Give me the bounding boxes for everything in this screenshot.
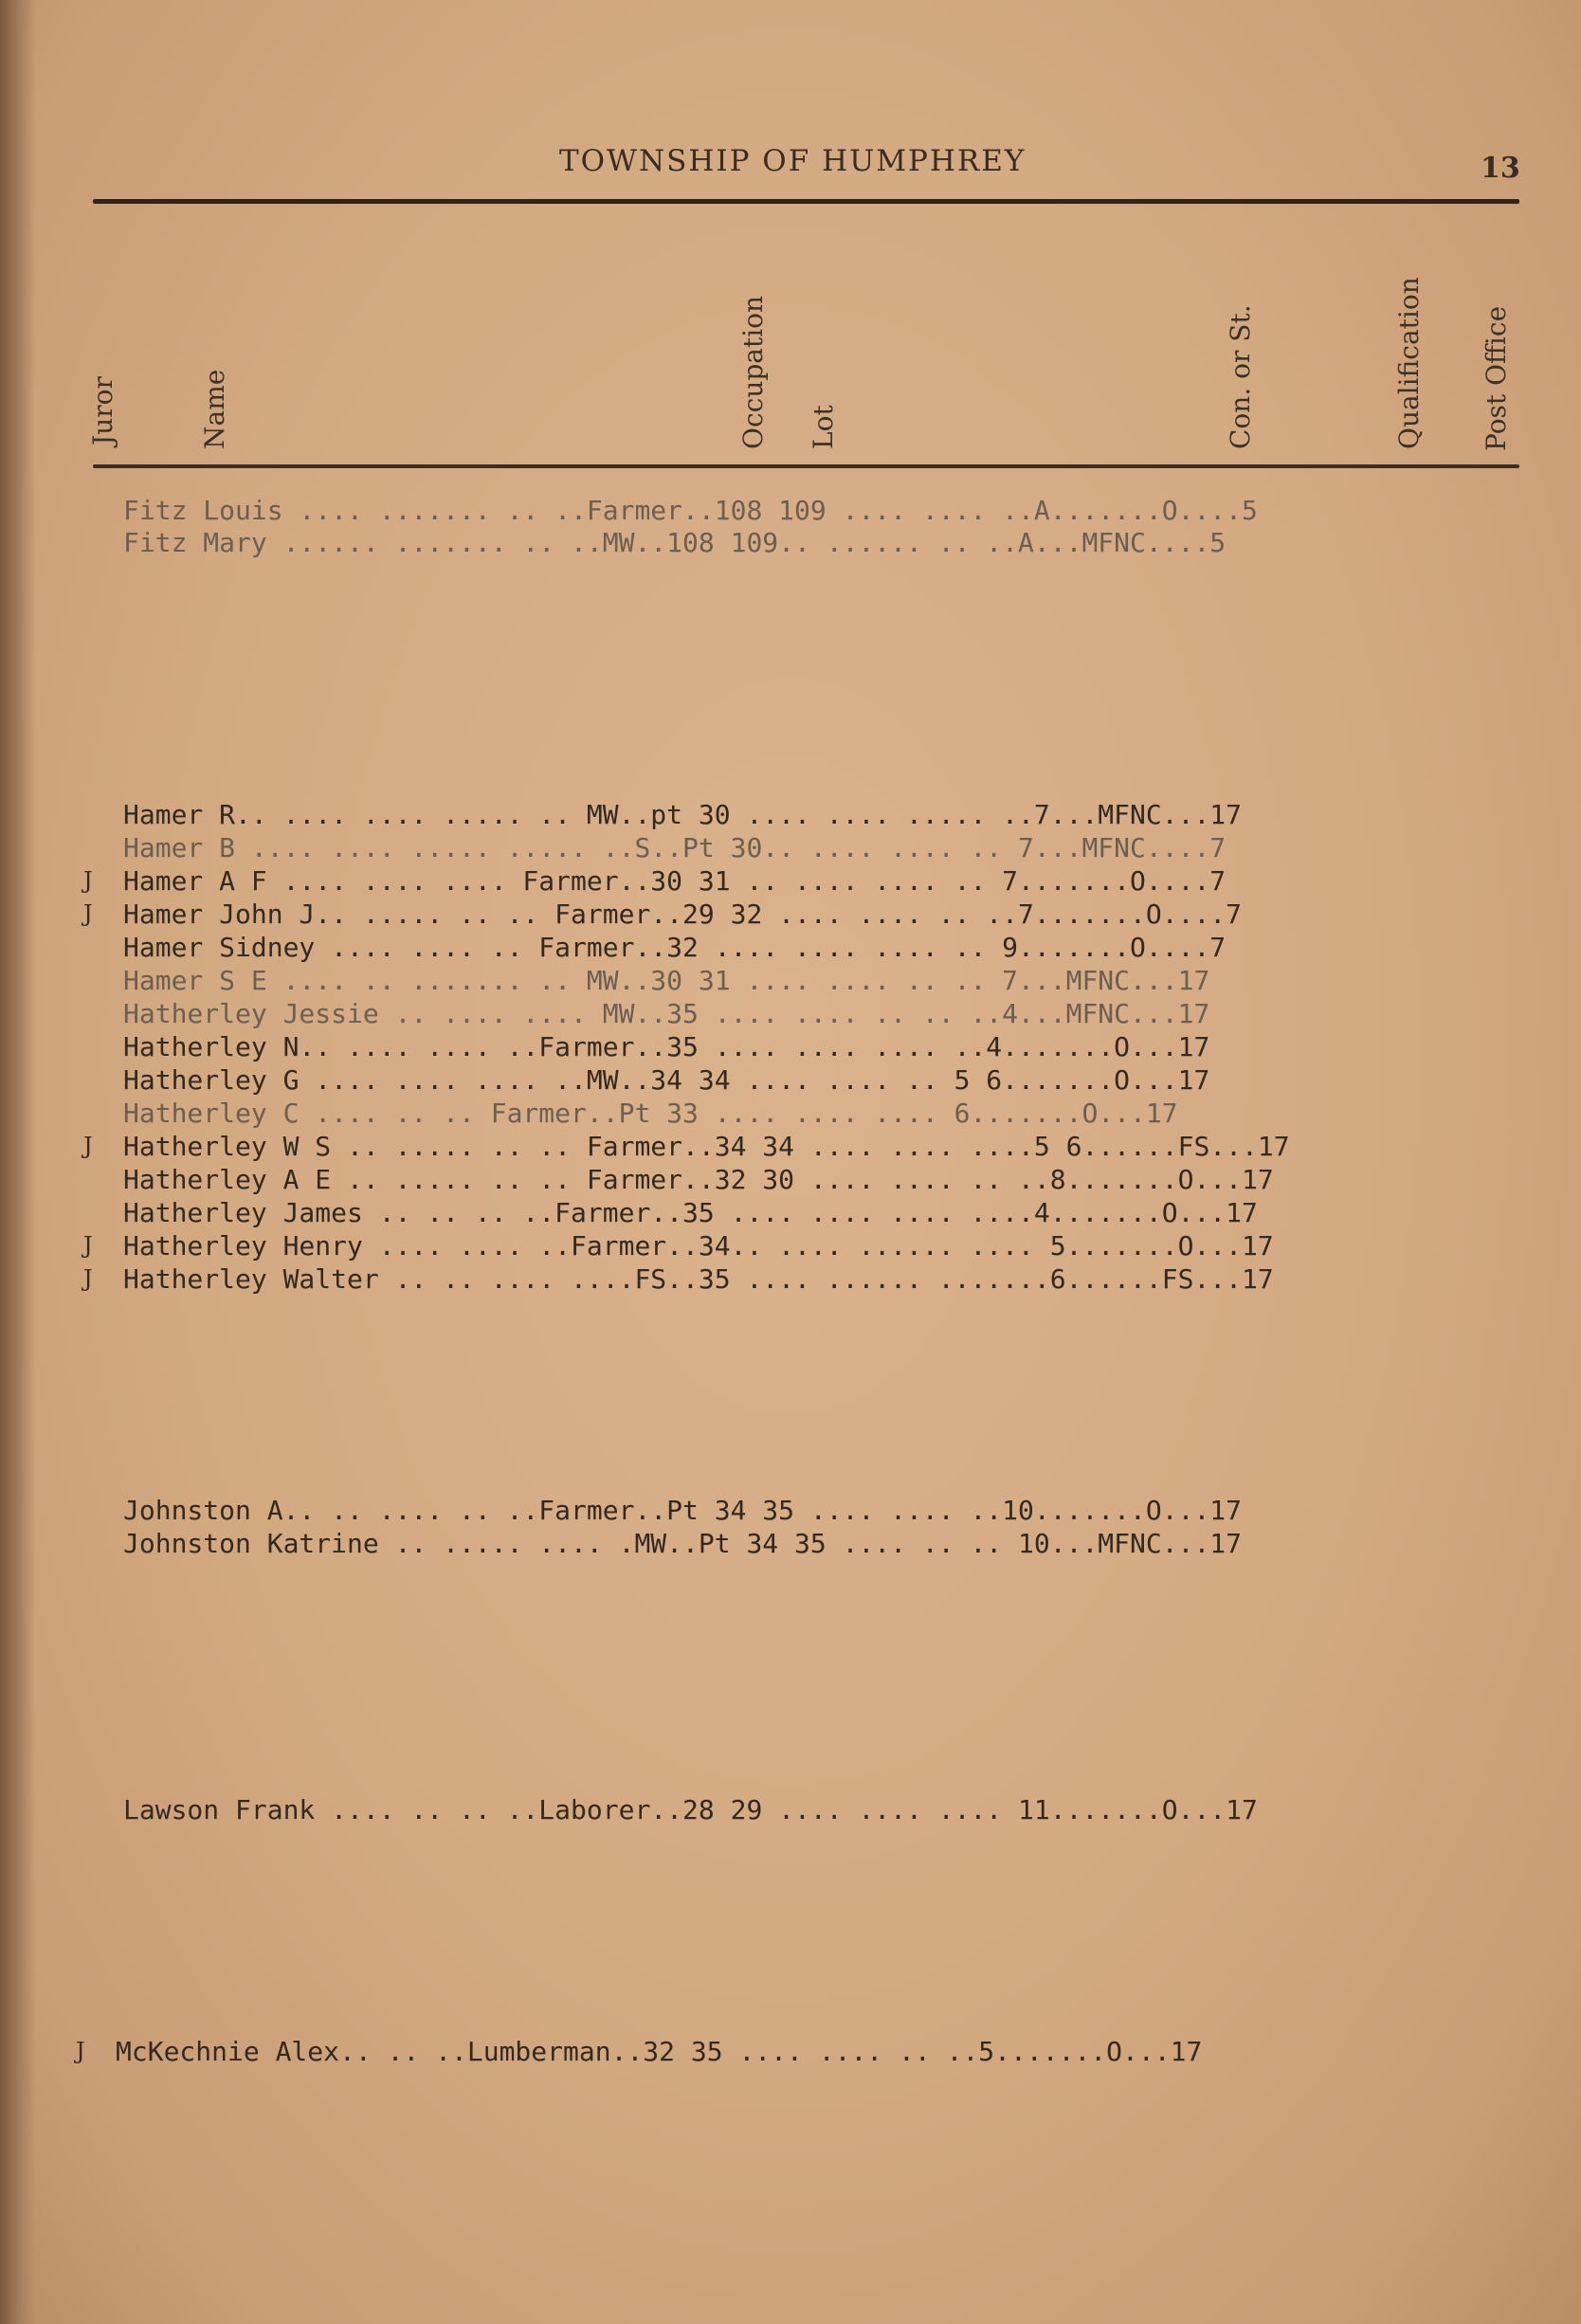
juror-mark: J <box>83 867 93 894</box>
entry-text: Hatherley C .... .. .. Farmer..Pt 33 .... .... .... 6.......O...17 <box>123 1098 1178 1129</box>
list-item <box>0 1528 1581 1560</box>
list-item <box>0 832 1581 864</box>
list-item <box>0 2036 1581 2068</box>
entry-text: Hamer R.. .... .... ..... .. MW..pt 30 .... .... ..... ..7...MFNC...17 <box>123 799 1243 830</box>
entry-text: Johnston A.. .. .... .. ..Farmer..Pt 34 35 .... .... ..10.......O...17 <box>123 1495 1243 1526</box>
list-item <box>0 1794 1581 1826</box>
list-item <box>0 998 1581 1030</box>
entry-text: Johnston Katrine .. ..... .... .MW..Pt 34 35 .... .. .. 10...MFNC...17 <box>123 1528 1243 1559</box>
juror-mark: J <box>83 1133 93 1159</box>
juror-mark: J <box>83 900 93 927</box>
entry-text: Hatherley G .... .... .... ..MW..34 34 .... .... .. 5 6.......O...17 <box>123 1064 1210 1096</box>
entry-text: Hatherley W S .. ..... .. .. Farmer..34 34 .... .... ....5 6......FS...17 <box>123 1131 1290 1162</box>
entry-text: Hatherley James .. .. .. ..Farmer..35 .... .... .... ....4.......O...17 <box>123 1197 1258 1228</box>
entry-text: Hamer A F .... .... .... Farmer..30 31 .. .... .... .. 7.......O....7 <box>123 865 1227 897</box>
entry-text: McKechnie Alex.. .. ..Lumberman..32 35 .... .... .. ..5.......O...17 <box>116 2036 1203 2067</box>
list-item <box>0 1263 1581 1296</box>
entry-text: Hatherley N.. .... .... ..Farmer..35 .... .... .... ..4.......O...17 <box>123 1031 1210 1062</box>
entry-text: Hatherley Jessie .. .... .... MW..35 .... .... .. .. ..4...MFNC...17 <box>123 998 1210 1029</box>
list-item <box>0 1197 1581 1229</box>
list-item <box>0 965 1581 997</box>
page-number: 13 <box>1481 152 1520 185</box>
list-item <box>0 799 1581 831</box>
column-header-lot: Lot <box>808 405 839 449</box>
juror-mark: J <box>76 2038 85 2064</box>
entry-text: Fitz Louis .... ....... .. ..Farmer..108 109 .... .... ..A.......O....5 <box>123 495 1258 526</box>
list-item <box>0 527 1581 559</box>
entry-text: Hatherley Walter .. .. .... ....FS..35 .... ...... .......6......FS...17 <box>123 1263 1274 1295</box>
column-header-rule <box>93 464 1519 468</box>
list-item <box>0 1031 1581 1063</box>
entry-text: Hatherley A E .. ..... .. .. Farmer..32 30 .... .... .. ..8.......O...17 <box>123 1164 1274 1195</box>
column-header-con-or-st: Con. or St. <box>1225 304 1256 449</box>
list-item <box>0 1230 1581 1262</box>
entry-text: Hamer John J.. ..... .. .. Farmer..29 32 .... .... .. ..7.......O....7 <box>123 899 1243 930</box>
list-item <box>0 1064 1581 1097</box>
column-header-occupation: Occupation <box>737 295 769 449</box>
juror-mark: J <box>83 1232 93 1259</box>
list-item <box>0 932 1581 964</box>
list-item <box>0 1164 1581 1196</box>
column-header-name: Name <box>199 369 230 449</box>
column-header-post-office: Post Office <box>1481 305 1512 451</box>
entry-text: Hatherley Henry .... .... ..Farmer..34.. .... ...... .... 5.......O...17 <box>123 1230 1274 1262</box>
header-rule <box>93 199 1519 204</box>
list-item <box>0 1495 1581 1527</box>
entry-text: Fitz Mary ...... ....... .. ..MW..108 109.. ...... .. ..A...MFNC....5 <box>123 527 1227 558</box>
page-title: TOWNSHIP OF HUMPHREY <box>559 144 1027 178</box>
list-item <box>0 495 1581 527</box>
entry-text: Hamer Sidney .... .... .. Farmer..32 .... .... .... .. 9.......O....7 <box>123 932 1227 963</box>
column-header-qualification: Qualification <box>1393 277 1425 449</box>
list-item <box>0 1098 1581 1130</box>
entry-text: Hamer S E .... .. ....... .. MW..30 31 .... .... .. .. 7...MFNC...17 <box>123 965 1210 996</box>
list-item <box>0 1131 1581 1163</box>
column-header-juror: Juror <box>87 376 118 445</box>
juror-mark: J <box>83 1265 93 1292</box>
list-item <box>0 899 1581 931</box>
list-item <box>0 865 1581 898</box>
entry-text: Hamer B .... .... ..... ..... ..S..Pt 30.. .... .... .. 7...MFNC....7 <box>123 832 1227 863</box>
entry-text: Lawson Frank .... .. .. ..Laborer..28 29 .... .... .... 11.......O...17 <box>123 1794 1258 1825</box>
